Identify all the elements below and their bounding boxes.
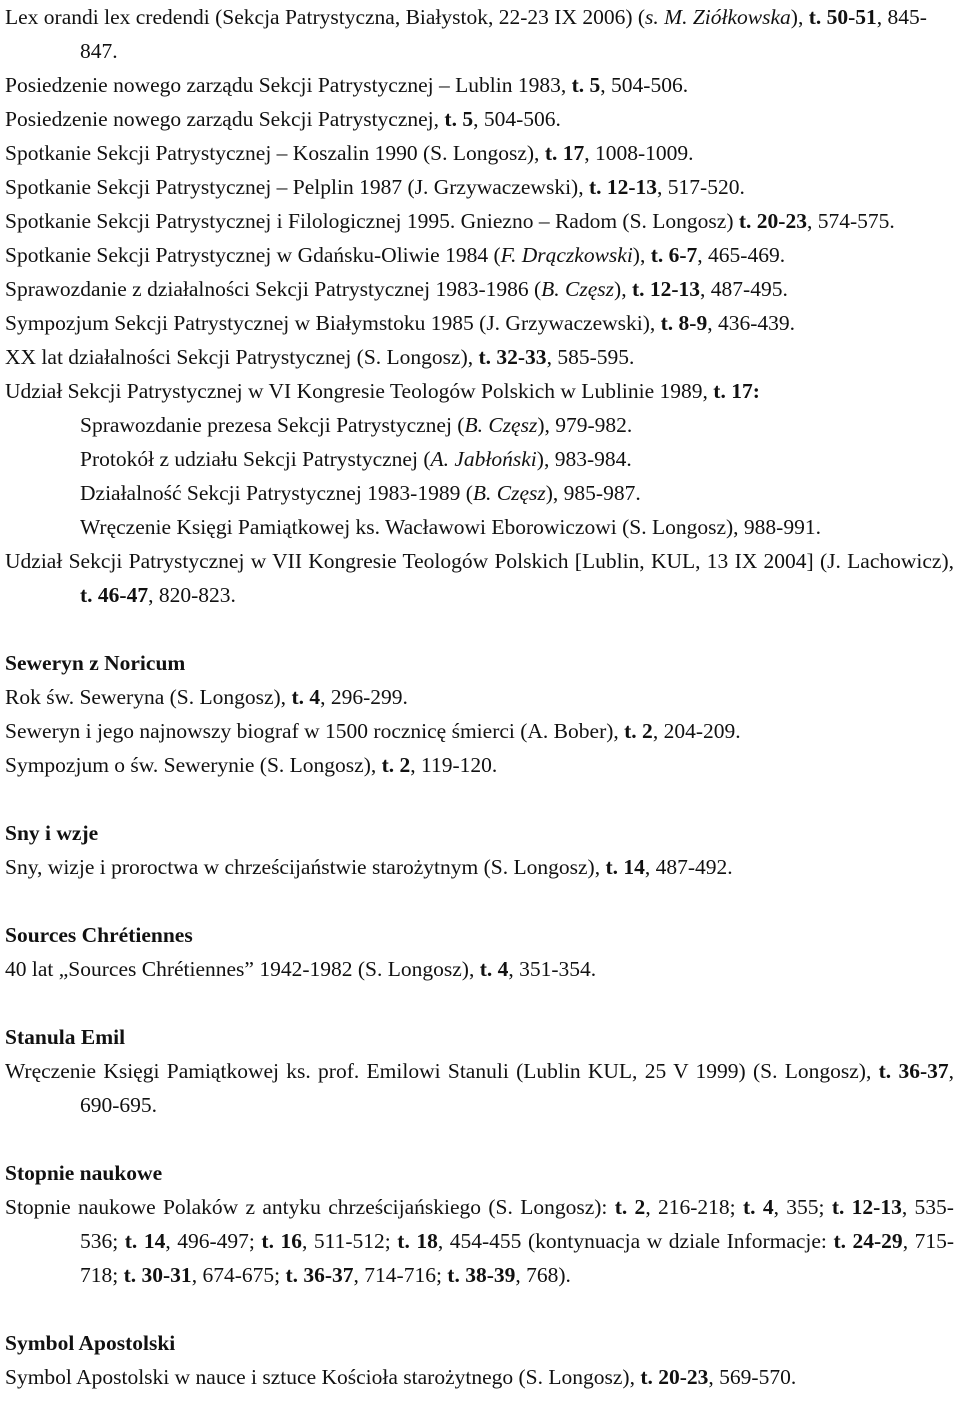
entry-text: XX lat działalności Sekcji Patrystycznej (S. Longosz),: [5, 345, 479, 369]
volume-number: t. 14: [124, 1229, 166, 1253]
entry-text: ),: [790, 5, 809, 29]
section-heading: Stanula Emil: [5, 1025, 126, 1049]
section-spacer: [5, 986, 954, 1020]
sub-entry: [5, 510, 954, 544]
entry-text: Sympozjum Sekcji Patrystycznej w Białymstoku 1985 (J. Grzywaczewski),: [5, 311, 661, 335]
sub-entry: [5, 408, 954, 442]
bibliography-entry: [5, 136, 954, 170]
entry-text: , 487-492.: [644, 855, 733, 879]
entry-text: , 535-536;: [80, 1195, 954, 1253]
section-heading: Stopnie naukowe: [5, 1161, 163, 1185]
section-spacer: [5, 612, 954, 646]
entry-text: Spotkanie Sekcji Patrystycznej i Filologicznej 1995. Gniezno – Radom (S. Longosz): [5, 209, 739, 233]
entry-text: Działalność Sekcji Patrystycznej 1983-1989 (: [80, 481, 473, 505]
entry-text: Posiedzenie nowego zarządu Sekcji Patrystycznej – Lublin 1983,: [5, 73, 572, 97]
entry-text: , 454-455 (kontynuacja w dziale Informacje:: [437, 1229, 834, 1253]
volume-number: t. 8-9: [660, 311, 708, 335]
bibliography-entry: [5, 748, 954, 782]
volume-number: t. 18: [397, 1229, 438, 1253]
entry-text: , 569-570.: [708, 1365, 797, 1389]
volume-number: t. 14: [605, 855, 645, 879]
entry-text: Wręczenie Księgi Pamiątkowej ks. Wacławowi Eborowiczowi (S. Longosz), 988-991.: [80, 515, 821, 539]
entry-text: , 465-469.: [697, 243, 786, 267]
entry-text: Protokół z udziału Sekcji Patrystycznej (: [80, 447, 431, 471]
section-heading: Seweryn z Noricum: [5, 651, 186, 675]
entry-text: , 574-575.: [806, 209, 895, 233]
entry-title: Udział Sekcji Patrystycznej w VI Kongresie Teologów Polskich w Lublinie 1989,: [5, 379, 708, 403]
volume-number: t. 30-31: [123, 1263, 192, 1287]
volume-number: t. 12-13: [831, 1195, 902, 1219]
bibliography-entry: [5, 850, 954, 884]
entry-text: Rok św. Seweryna (S. Longosz),: [5, 685, 292, 709]
entry-text: 40 lat „Sources Chrétiennes” 1942-1982 (S. Longosz),: [5, 957, 480, 981]
entry-text: , 511-512;: [302, 1229, 398, 1253]
volume-number: t. 5: [571, 73, 601, 97]
entry-text: , 355;: [773, 1195, 832, 1219]
bibliography-entry: [5, 306, 954, 340]
bibliography-entry: [5, 170, 954, 204]
author-name: B. Częsz: [472, 481, 546, 505]
bibliography-entry: [5, 102, 954, 136]
entry-text: ), 983-984.: [536, 447, 632, 471]
volume-number: t. 46-47: [80, 583, 149, 607]
entry-text: , 517-520.: [657, 175, 745, 199]
bibliography-entry: [5, 238, 954, 272]
entry-text: Sprawozdanie prezesa Sekcji Patrystycznej (: [80, 413, 465, 437]
bibliography-entry: [5, 1054, 954, 1122]
volume-number: t. 32-33: [478, 345, 547, 369]
bibliography-entry: [5, 1360, 954, 1394]
volume-number: t. 17: [544, 141, 585, 165]
entry-text: Udział Sekcji Patrystycznej w VII Kongresie Teologów Polskich [Lublin, KUL, 13 IX 2004] (J. Lachowicz),: [5, 549, 954, 573]
entry-text: , 216-218;: [645, 1195, 743, 1219]
volume-number: t. 16: [261, 1229, 302, 1253]
volume-number: t. 4: [291, 685, 321, 709]
entry-text: , 436-439.: [707, 311, 796, 335]
volume-number: t. 4: [742, 1195, 774, 1219]
section-heading: Symbol Apostolski: [5, 1331, 176, 1355]
volume-number: t. 38-39: [447, 1263, 516, 1287]
entry-text: ), 979-982.: [537, 413, 633, 437]
section-heading: Sources Chrétiennes: [5, 923, 193, 947]
section-spacer: [5, 1122, 954, 1156]
entry-text: Sprawozdanie z działalności Sekcji Patrystycznej 1983-1986 (: [5, 277, 542, 301]
entry-text: , 351-354.: [508, 957, 597, 981]
entry-text: , 496-497;: [165, 1229, 262, 1253]
bibliography-entry: [5, 1190, 954, 1292]
section-heading: Sny i wzje: [5, 821, 99, 845]
volume-number: t. 5: [444, 107, 474, 131]
entry-text: Posiedzenie nowego zarządu Sekcji Patrystycznej,: [5, 107, 445, 131]
entry-text: , 820-823.: [148, 583, 236, 607]
entry-text: Symbol Apostolski w nauce i sztuce Kościoła starożytnego (S. Longosz),: [5, 1365, 641, 1389]
bibliography-entry: [5, 68, 954, 102]
volume-number: t. 36-37: [285, 1263, 354, 1287]
entry-text: , 296-299.: [320, 685, 408, 709]
volume-number: t. 50-51: [808, 5, 877, 29]
sub-entries: [5, 408, 954, 544]
entry-text: Spotkanie Sekcji Patrystycznej – Pelplin 1987 (J. Grzywaczewski),: [5, 175, 589, 199]
bibliography-entry: [5, 680, 954, 714]
entry-text: , 845-847.: [80, 5, 927, 63]
entry-text: , 585-595.: [546, 345, 635, 369]
section-spacer: [5, 884, 954, 918]
entry-text: Spotkanie Sekcji Patrystycznej – Koszalin 1990 (S. Longosz),: [5, 141, 545, 165]
entry-text: ),: [632, 243, 651, 267]
entry-text: Stopnie naukowe Polaków z antyku chrześcijańskiego (S. Longosz):: [5, 1195, 615, 1219]
bibliography-entry: [5, 714, 954, 748]
volume-number: t. 2: [614, 1195, 646, 1219]
author-name: F. Drączkowski: [500, 243, 633, 267]
volume-number: t. 20-23: [640, 1365, 709, 1389]
entry-text: Seweryn i jego najnowszy biograf w 1500 rocznicę śmierci (A. Bober),: [5, 719, 625, 743]
entry-text: Spotkanie Sekcji Patrystycznej w Gdańsku-Oliwie 1984 (: [5, 243, 501, 267]
volume-number: t. 12-13: [631, 277, 701, 301]
volume-number: t. 2: [381, 753, 411, 777]
sections: [5, 612, 954, 1394]
section-spacer: [5, 1292, 954, 1326]
entry-text: Lex orandi lex credendi (Sekcja Patrystyczna, Białystok, 22-23 IX 2006) (: [5, 5, 646, 29]
entry-text: , 690-695.: [80, 1059, 954, 1117]
entry-text: Sny, wizje i proroctwa w chrześcijaństwie starożytnym (S. Longosz),: [5, 855, 606, 879]
entry-text: , 487-495.: [700, 277, 788, 301]
sub-entry: [5, 476, 954, 510]
author-name: B. Częsz: [464, 413, 538, 437]
entry-text: , 674-675;: [191, 1263, 286, 1287]
entry-text: Sympozjum o św. Sewerynie (S. Longosz),: [5, 753, 382, 777]
bibliography-entry: [5, 0, 954, 68]
entry-text: , 204-209.: [652, 719, 741, 743]
volume-number: t. 2: [624, 719, 653, 743]
bibliography-entry: [5, 544, 954, 612]
entry-text: ),: [614, 277, 632, 301]
bibliography-entry: [5, 374, 954, 408]
bibliography-entry: [5, 952, 954, 986]
entry-text: , 714-716;: [353, 1263, 448, 1287]
entry-text: , 768).: [515, 1263, 571, 1287]
volume-number: t. 4: [479, 957, 509, 981]
patrystyczna-entries: [5, 0, 954, 374]
entry-text: , 1008-1009.: [584, 141, 694, 165]
volume-number: t. 12-13: [588, 175, 658, 199]
author-name: s. M. Ziółkowska: [645, 5, 791, 29]
author-name: A. Jabłoński: [430, 447, 537, 471]
entry-text: , 119-120.: [410, 753, 498, 777]
volume-number: t. 20-23: [738, 209, 807, 233]
volume-number: t. 24-29: [833, 1229, 903, 1253]
entry-text: , 715-718;: [80, 1229, 955, 1287]
section-spacer: [5, 782, 954, 816]
author-name: B. Częsz: [541, 277, 615, 301]
bibliography-entry: [5, 204, 954, 238]
entry-text: , 504-506.: [473, 107, 561, 131]
bibliography-entry: [5, 340, 954, 374]
volume-number: t. 6-7: [650, 243, 698, 267]
volume-number: t. 36-37: [878, 1059, 949, 1083]
entry-text: Wręczenie Księgi Pamiątkowej ks. prof. Emilowi Stanuli (Lublin KUL, 25 V 1999) (S. Longosz),: [5, 1059, 879, 1083]
volume-label: t. 17:: [713, 379, 760, 403]
entry-text: ), 985-987.: [545, 481, 641, 505]
sub-entry: [5, 442, 954, 476]
entry-text: , 504-506.: [600, 73, 689, 97]
bibliography-entry: [5, 272, 954, 306]
